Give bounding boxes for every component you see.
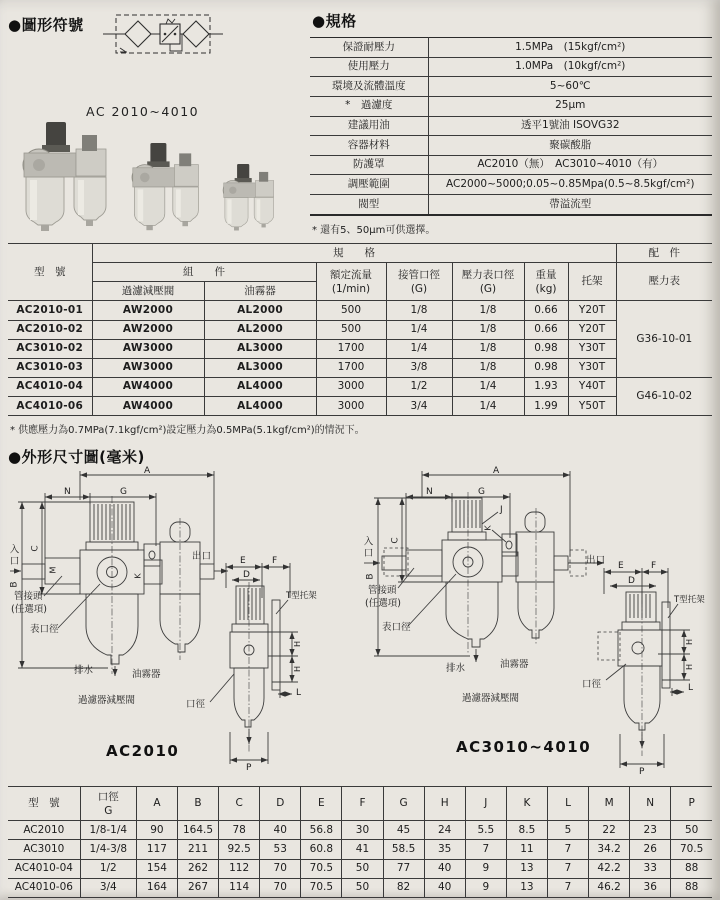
top-section	[8, 6, 712, 238]
dim-label-N: N	[64, 487, 71, 497]
dim-label-C: C	[390, 537, 401, 544]
table-row: AC2010-02 AW2000 AL2000 500 1/4 1/8 0.66 Y20T	[8, 320, 712, 339]
label-t-bracket: T型托架	[286, 591, 317, 601]
spec-value: 透平1號油 ISOVG32	[428, 116, 712, 136]
spec-label: 環境及流體溫度	[310, 77, 428, 97]
col-header-dim: C	[219, 787, 260, 821]
spec-label: 防護罩	[310, 155, 428, 175]
dim-label-D: D	[628, 576, 635, 586]
label-lubricator: 油霧器	[132, 669, 161, 680]
spec-value: AC2000~5000;0.05~0.85Mpa(0.5~8.5kgf/cm²)	[428, 175, 712, 195]
dim-label-H: H	[293, 640, 303, 648]
col-header-dim: K	[506, 787, 547, 821]
dim-label-B: B	[365, 573, 376, 580]
spec-row	[310, 116, 712, 136]
spec-row	[310, 96, 712, 116]
spec-value: 1.0MPa (10kgf/cm²)	[428, 57, 712, 77]
spec-section	[310, 6, 712, 238]
label-lubricator: 油霧器	[500, 659, 529, 670]
dim-label-H: H	[293, 665, 303, 673]
dim-label-C: C	[30, 545, 41, 552]
spec-value: 25μm	[428, 96, 712, 116]
label-fitting-optional: (任選項)	[365, 598, 401, 609]
dim-label-P: P	[639, 767, 645, 777]
drawing-caption-ac3010-4010: AC3010~4010	[456, 738, 592, 756]
col-header-dim: P	[671, 787, 712, 821]
col-header-filter-reg: 過濾減壓閥	[92, 282, 204, 301]
symbol-section	[8, 6, 310, 238]
dim-label-G: G	[478, 487, 485, 497]
drawing-caption-ac2010: AC2010	[106, 742, 180, 760]
dim-label-A: A	[493, 466, 500, 476]
dim-label-D: D	[243, 570, 250, 580]
spec-label: 閥型	[310, 195, 428, 215]
label-filter-regulator: 過濾器減壓閥	[78, 695, 136, 706]
symbol-section-title: ●圖形符號	[8, 16, 84, 34]
table-row: AC4010-04 AW4000 AL4000 3000 1/2 1/4 1.93 Y40T G46-10-02	[8, 377, 712, 396]
table-row: AC3010-02 AW3000 AL3000 1700 1/4 1/8 0.98 Y30T	[8, 339, 712, 358]
dim-label-H: H	[685, 638, 695, 646]
col-header-dim: H	[424, 787, 465, 821]
dim-label-L: L	[688, 683, 694, 693]
label-outlet: 出口	[192, 551, 212, 562]
model-spec-table	[8, 243, 712, 416]
spec-row	[310, 57, 712, 77]
spec-table	[310, 37, 712, 216]
dim-label-K: K	[483, 525, 493, 531]
product-photos	[12, 118, 306, 236]
dim-label-L: L	[296, 688, 302, 698]
dim-label-J: J	[500, 505, 503, 515]
table-row: AC3010 1/4-3/8 117 211 92.5 53 60.8 41 58.5 35 7 11 7 34.2 26 70.5	[8, 840, 712, 859]
col-header-dim: F	[342, 787, 383, 821]
col-header-bracket: 托架	[568, 263, 616, 301]
spec-row	[310, 136, 712, 156]
col-header-dim: M	[589, 787, 630, 821]
label-t-bracket: T型托架	[674, 595, 705, 605]
ac3010-4010-line-art	[360, 468, 712, 782]
label-inlet: 入口	[361, 536, 373, 559]
label-gauge-port: 表口徑	[30, 624, 59, 635]
col-header-dim: L	[547, 787, 588, 821]
spec-label: 調壓範圍	[310, 175, 428, 195]
col-header-dim: B	[177, 787, 218, 821]
col-header-flow: 額定流量 (1/min)	[316, 263, 386, 301]
col-header-pipe-port: 接管口徑 (G)	[386, 263, 452, 301]
col-header-spec: 規 格	[92, 244, 616, 263]
spec-value: 帶溢流型	[549, 197, 592, 210]
dim-label-E: E	[618, 561, 624, 571]
col-header-weight: 重量 (kg)	[524, 263, 568, 301]
col-header-dim: G	[383, 787, 424, 821]
spec-row	[310, 175, 712, 195]
gauge-group-cell: G36-10-01	[616, 301, 712, 378]
dimensions-section-title: ●外形尺寸圖(毫米)	[8, 448, 145, 466]
table-row: AC4010-06 AW4000 AL4000 3000 3/4 1/4 1.99 Y50T	[8, 397, 712, 416]
spec-footnote: * 還有5、50μm可供選擇。	[312, 224, 436, 236]
spec-row	[310, 77, 712, 97]
col-header-dim: N	[630, 787, 671, 821]
table-row: AC2010-01 AW2000 AL2000 500 1/8 1/8 0.66 Y20T G36-10-01	[8, 301, 712, 320]
label-drain: 排水	[74, 665, 94, 676]
spec-value: AC2010（無） AC3010~4010（有）	[428, 155, 712, 175]
spec-label: 保證耐壓力	[310, 38, 428, 58]
dim-label-G: G	[120, 487, 127, 497]
col-header-pressure-gauge: 壓力表	[616, 263, 712, 301]
drawing-ac3010-4010	[360, 468, 712, 782]
dimension-table-section	[8, 786, 712, 898]
dim-label-F: F	[272, 556, 278, 566]
table-row: AC3010-03 AW3000 AL3000 1700 3/8 1/8 0.98 Y30T	[8, 358, 712, 377]
table-row: AC4010-06 3/4 164 267 114 70 70.5 50 82 40 9 13 7 46.2 36 88	[8, 878, 712, 897]
dim-label-E: E	[240, 556, 246, 566]
col-header-dim: E	[301, 787, 342, 821]
label-port: 口徑	[582, 679, 602, 690]
spec-row	[310, 195, 712, 215]
label-port: 口徑	[186, 699, 206, 710]
model-table-footnote: * 供應壓力為0.7MPa(7.1kgf/cm²)設定壓力為0.5MPa(5.1kgf/cm²)的情況下。	[10, 425, 365, 437]
dim-label-N: N	[426, 487, 433, 497]
drawing-ac2010	[8, 468, 360, 782]
col-header-dim: J	[465, 787, 506, 821]
label-fitting: 管接頭	[14, 591, 43, 602]
table-row: AC2010 1/8-1/4 90 164.5 78 40 56.8 30 45 24 5.5 8.5 5 22 23 50	[8, 821, 712, 840]
label-drain: 排水	[446, 663, 466, 674]
col-header-gauge-port: 壓力表口徑 (G)	[452, 263, 524, 301]
ac2010-line-art	[8, 468, 360, 782]
spec-row	[310, 155, 712, 175]
model-table-section	[8, 243, 712, 436]
spec-value: 聚碳酸脂	[428, 136, 712, 156]
col-header-model: 型 號	[8, 787, 80, 821]
dim-label-A: A	[144, 466, 151, 476]
label-fitting: 管接頭	[368, 585, 397, 596]
dim-label-B: B	[9, 581, 20, 588]
label-outlet: 出口	[586, 555, 606, 566]
dim-label-P: P	[246, 763, 252, 773]
spec-value: 1.5MPa (15kgf/cm²)	[428, 38, 712, 58]
col-header-accessory: 配 件	[616, 244, 712, 263]
table-row: AC4010-04 1/2 154 262 112 70 70.5 50 77 40 9 13 7 42.2 33 88	[8, 859, 712, 878]
label-filter-regulator: 過濾器減壓閥	[462, 693, 520, 704]
dimension-table	[8, 786, 712, 898]
label-inlet: 入口	[7, 544, 19, 567]
dim-label-K: K	[133, 573, 143, 579]
col-header-component: 組 件	[92, 263, 316, 282]
spec-label: * 過濾度	[310, 96, 428, 116]
spec-value: 5~60℃	[428, 77, 712, 97]
col-header-dim: D	[260, 787, 301, 821]
dim-label-M: M	[48, 566, 58, 574]
label-fitting-optional: (任選項)	[11, 604, 47, 615]
dimension-drawings	[8, 468, 712, 782]
spec-row	[310, 38, 712, 58]
spec-label: 使用壓力	[310, 57, 428, 77]
product-range-caption: AC 2010~4010	[86, 104, 200, 119]
col-header-lubricator: 油霧器	[204, 282, 316, 301]
gauge-group-cell: G46-10-02	[616, 377, 712, 415]
col-header-port: 口徑 G	[80, 787, 136, 821]
spec-label: 建議用油	[310, 116, 428, 136]
label-gauge-port: 表口徑	[382, 622, 411, 633]
spec-section-title: ●規格	[312, 12, 357, 30]
dim-label-F: F	[651, 561, 657, 571]
pneumatic-circuit-symbol	[103, 8, 223, 60]
spec-label: 容器材料	[310, 136, 428, 156]
dim-label-H: H	[685, 663, 695, 671]
col-header-model: 型 號	[8, 244, 92, 301]
col-header-dim: A	[136, 787, 177, 821]
